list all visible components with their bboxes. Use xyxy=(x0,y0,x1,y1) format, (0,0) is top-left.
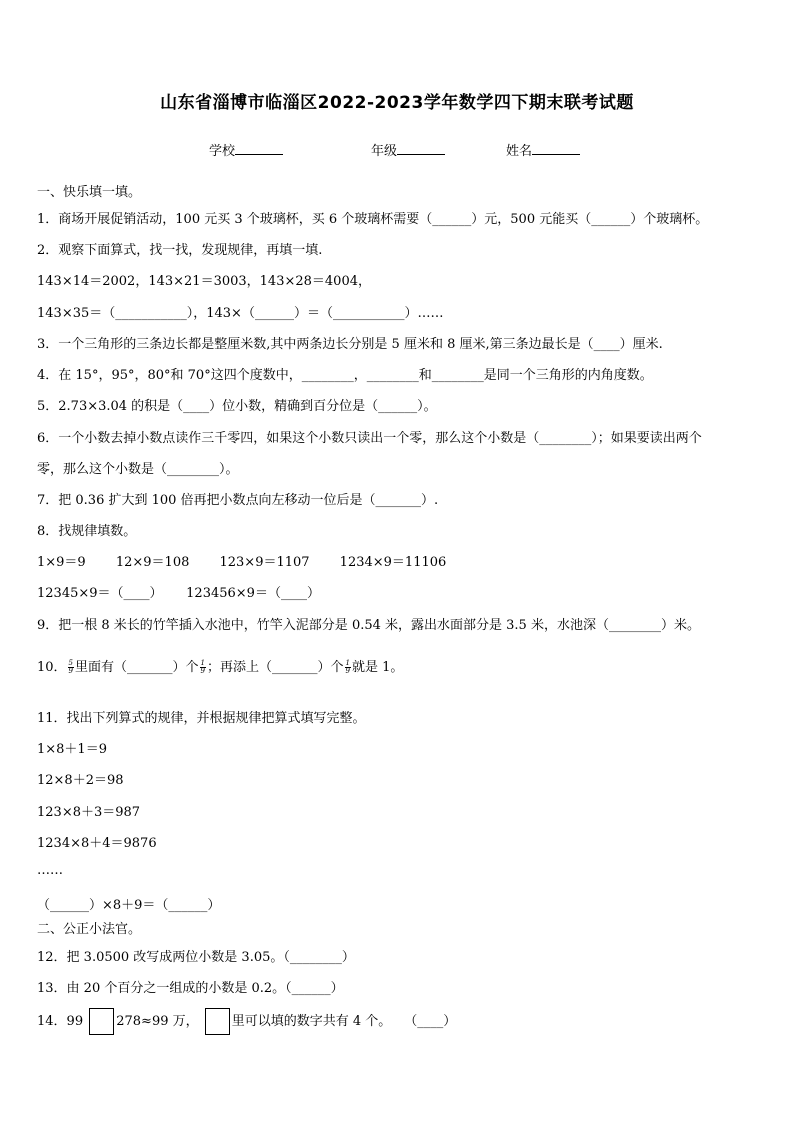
question-10-number: 10． xyxy=(37,660,67,675)
school-field xyxy=(209,140,283,159)
name-field xyxy=(506,140,580,159)
question-14 xyxy=(37,1008,456,1035)
question-11-row-1: 1×8＋1＝9 xyxy=(37,742,107,757)
section-1-heading: 一、快乐填一填。 xyxy=(37,185,142,200)
question-14-part-1: 14．99 xyxy=(37,1014,84,1029)
question-2-examples: 143×14＝2002，143×21＝3003，143×28＝4004， xyxy=(37,274,371,289)
question-5: 5．2.73×3.04 的积是（____）位小数，精确到百分位是（______）。 xyxy=(37,399,437,414)
question-10-part-3: 就是 1。 xyxy=(351,660,404,675)
answer-box[interactable] xyxy=(205,1008,230,1035)
question-10 xyxy=(37,656,403,675)
name-blank[interactable] xyxy=(532,142,580,155)
question-11: 11．找出下列算式的规律，并根据规律把算式填写完整。 xyxy=(37,711,366,726)
question-2-fill: 143×35＝（___________），143×（______）＝（___________）…… xyxy=(37,306,444,321)
name-label: 姓名 xyxy=(506,144,533,159)
question-11-row-2: 12×8＋2＝98 xyxy=(37,773,124,788)
fraction-numerator: 1 xyxy=(200,659,205,667)
question-12: 12．把 3.0500 改写成两位小数是 3.05。（________） xyxy=(37,950,355,965)
fraction-one-ninth xyxy=(345,660,351,675)
fraction-denominator: 9 xyxy=(200,667,205,675)
question-8-examples: 1×9＝9 12×9＝108 123×9＝1107 1234×9＝11106 xyxy=(37,555,447,570)
question-14-part-3: 里可以填的数字共有 4 个。 （____） xyxy=(231,1014,457,1029)
school-label: 学校 xyxy=(209,144,236,159)
answer-box[interactable] xyxy=(89,1008,114,1035)
question-10-part-1: 里面有（_______）个 xyxy=(75,660,199,675)
grade-blank[interactable] xyxy=(397,142,445,155)
section-2-heading: 二、公正小法官。 xyxy=(37,922,142,937)
grade-label: 年级 xyxy=(371,144,398,159)
fraction-five-ninths xyxy=(68,660,74,675)
fraction-numerator: 5 xyxy=(68,659,74,667)
question-3: 3．一个三角形的三条边长都是整厘米数,其中两条边长分别是 5 厘米和 8 厘米,第三条边最长是（____）厘米. xyxy=(37,337,663,352)
question-6-line-1: 6．一个小数去掉小数点读作三千零四，如果这个小数只读出一个零，那么这个小数是（________）；如果要读出两个 xyxy=(37,431,702,446)
question-6-line-2: 零，那么这个小数是（________）。 xyxy=(37,462,239,477)
question-8: 8．找规律填数。 xyxy=(37,524,137,539)
question-11-row-4: 1234×8＋4＝9876 xyxy=(37,836,157,851)
question-7: 7．把 0.36 扩大到 100 倍再把小数点向左移动一位后是（_______）. xyxy=(37,493,439,508)
question-11-ellipsis: …… xyxy=(37,863,63,878)
question-8-fill: 12345×9＝（____） 123456×9＝（____） xyxy=(37,586,320,601)
question-13: 13．由 20 个百分之一组成的小数是 0.2。（______） xyxy=(37,981,344,996)
question-11-row-3: 123×8＋3＝987 xyxy=(37,805,141,820)
fraction-one-ninth xyxy=(200,660,206,675)
page-title: 山东省淄博市临淄区2022-2023学年数学四下期末联考试题 xyxy=(160,93,634,113)
fraction-numerator: 1 xyxy=(345,659,350,667)
question-14-part-2: 278≈99 万， xyxy=(116,1014,199,1029)
question-1: 1．商场开展促销活动，100 元买 3 个玻璃杯，买 6 个玻璃杯需要（______）元，500 元能买（______）个玻璃杯。 xyxy=(37,212,709,227)
question-4: 4．在 15°，95°，80°和 70°这四个度数中，________，________和________是同一个三角形的内角度数。 xyxy=(37,368,653,383)
grade-field xyxy=(371,140,445,159)
fraction-denominator: 9 xyxy=(345,667,350,675)
question-11-fill: （______）×8＋9＝（______） xyxy=(37,898,221,913)
fraction-denominator: 9 xyxy=(68,667,74,675)
question-2: 2．观察下面算式，找一找，发现规律，再填一填. xyxy=(37,243,323,258)
question-9: 9．把一根 8 米长的竹竿插入水池中，竹竿入泥部分是 0.54 米，露出水面部分是 3.5 米，水池深（________）米。 xyxy=(37,618,700,633)
school-blank[interactable] xyxy=(235,142,283,155)
question-10-part-2: ；再添上（_______）个 xyxy=(207,660,344,675)
